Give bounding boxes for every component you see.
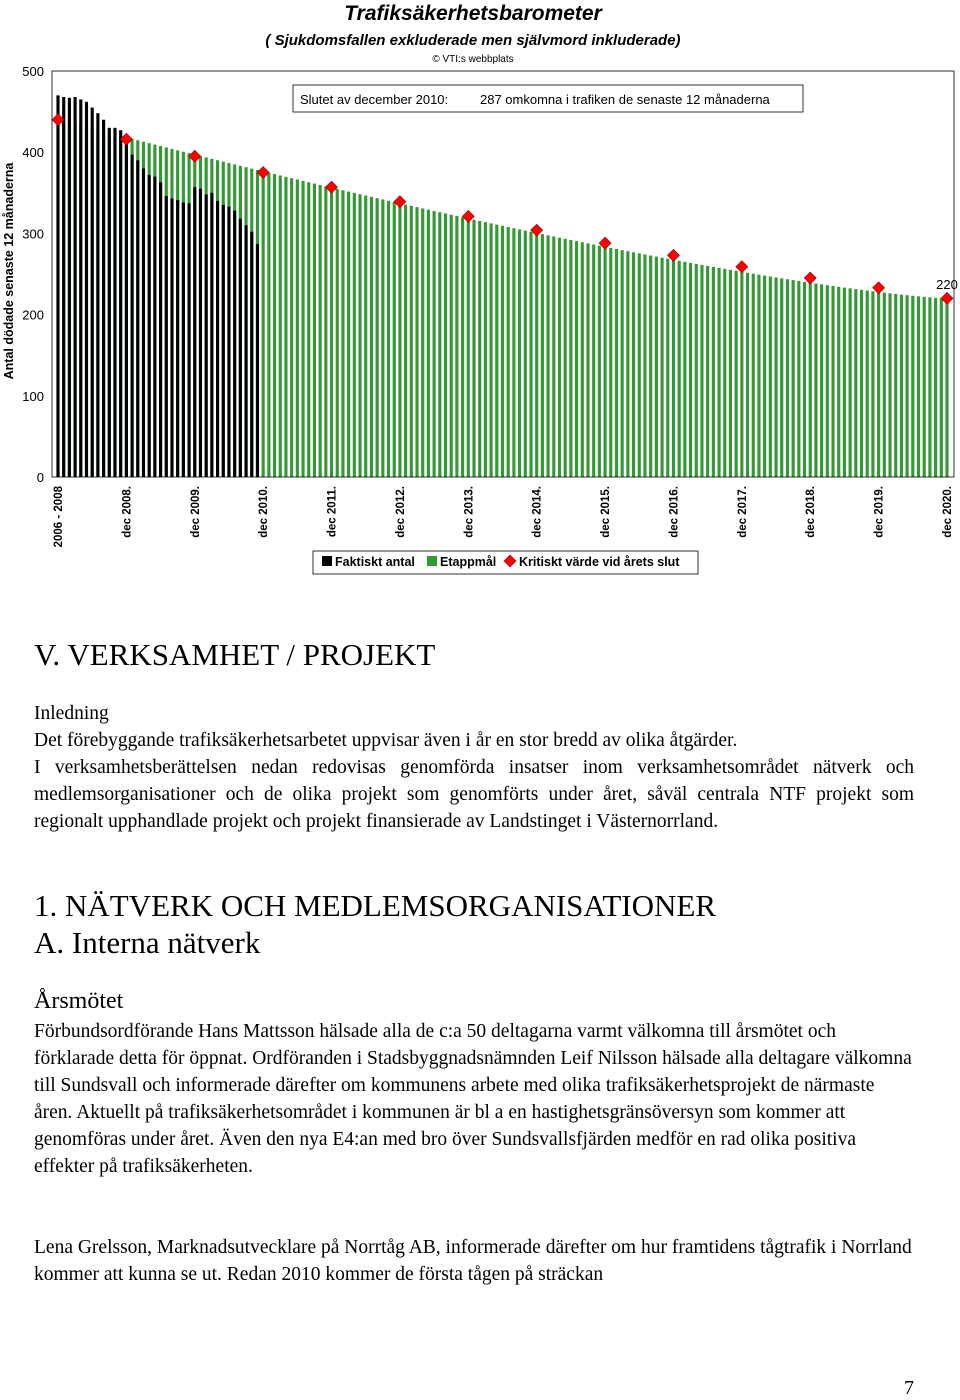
faktiskt-antal-bar: [108, 128, 111, 477]
x-tick-label: dec 2019.: [873, 486, 886, 538]
legend-swatch-etappmal: [427, 556, 437, 566]
etappmal-bar: [478, 221, 481, 477]
x-tick-label: dec 2017.: [736, 486, 749, 538]
faktiskt-antal-bar: [165, 196, 168, 477]
faktiskt-antal-bar: [91, 108, 94, 477]
faktiskt-antal-bar: [233, 211, 236, 477]
etappmal-bar: [398, 203, 401, 477]
etappmal-bar: [894, 294, 897, 477]
faktiskt-antal-bar: [136, 160, 139, 477]
x-tick-label: dec 2011.: [326, 486, 339, 538]
etappmal-bar: [330, 188, 333, 477]
legend-label-kritiskt: Kritiskt värde vid årets slut: [519, 555, 680, 569]
etappmal-bar: [769, 276, 772, 477]
faktiskt-antal-bar: [131, 155, 134, 477]
etappmal-bar: [393, 202, 396, 477]
etappmal-bar: [757, 275, 760, 477]
x-tick-label: 2006 - 2008: [53, 486, 65, 548]
etappmal-bar: [518, 229, 521, 477]
faktiskt-antal-bar: [68, 98, 71, 477]
etappmal-bar: [341, 190, 344, 477]
etappmal-bar: [786, 279, 789, 477]
etappmal-bar: [604, 247, 607, 477]
faktiskt-antal-bar: [74, 97, 77, 477]
etappmal-bar: [780, 278, 783, 477]
x-tick-label: dec 2012.: [394, 486, 407, 538]
faktiskt-antal-bar: [193, 187, 196, 477]
etappmal-bar: [729, 270, 732, 477]
etappmal-bar: [427, 210, 430, 477]
end-value-label: 220: [936, 277, 958, 292]
faktiskt-antal-bar: [142, 168, 145, 477]
legend-swatch-faktiskt: [322, 556, 332, 566]
y-tick-label: 200: [22, 307, 44, 323]
x-tick-label: dec 2008.: [121, 486, 134, 538]
etappmal-bar: [826, 285, 829, 477]
etappmal-bar: [541, 234, 544, 477]
faktiskt-antal-bar: [119, 130, 122, 477]
etappmal-bar: [940, 298, 943, 477]
etappmal-bar: [370, 197, 373, 477]
y-tick-label: 500: [22, 64, 44, 79]
etappmal-bar: [695, 264, 698, 477]
faktiskt-antal-bar: [96, 113, 99, 477]
etappmal-bar: [843, 288, 846, 477]
etappmal-bar: [809, 283, 812, 477]
etappmal-bar: [689, 263, 692, 477]
etappmal-bar: [336, 189, 339, 477]
etappmal-bar: [358, 194, 361, 477]
info-box: [293, 85, 803, 112]
faktiskt-antal-bar: [153, 177, 156, 477]
etappmal-bar: [906, 295, 909, 477]
etappmal-bar: [381, 199, 384, 477]
etappmal-bar: [615, 249, 618, 477]
faktiskt-antal-bar: [239, 219, 242, 477]
x-axis-ticks: [53, 485, 954, 547]
etappmal-bar: [752, 274, 755, 477]
etappmal-bar: [717, 268, 720, 477]
etappmal-bar: [592, 245, 595, 477]
etappmal-bar: [643, 254, 646, 477]
etappmal-bar: [923, 297, 926, 477]
faktiskt-antal-bar: [79, 99, 82, 477]
y-tick-label: 400: [22, 145, 44, 161]
etappmal-bar: [638, 253, 641, 477]
etappmal-bar: [410, 206, 413, 477]
etappmal-bar: [512, 228, 515, 477]
etappmal-bar: [837, 287, 840, 477]
traffic-safety-chart: [0, 0, 960, 600]
etappmal-bar: [507, 227, 510, 477]
etappmal-bar: [814, 284, 817, 477]
etappmal-bar: [586, 243, 589, 477]
faktiskt-antal-bar: [227, 207, 230, 477]
etappmal-bar: [279, 175, 282, 477]
etappmal-bar: [666, 259, 669, 477]
etappmal-bar: [672, 260, 675, 477]
faktiskt-antal-bar: [216, 201, 219, 477]
etappmal-bar: [911, 296, 914, 477]
intro-paragraph: I verksamhetsberättelsen nedan redovisas genomförda insatser inom verksamhetsområdet nätverk och medlemsorganisationer och de olika projekt som genomförts under året, såväl centrala NTF projekt som regionalt upphandlade projekt och projekt finansierade av Landstinget i Västernorrland.: [34, 757, 914, 832]
faktiskt-antal-bar: [56, 95, 59, 477]
etappmal-bar: [569, 240, 572, 477]
etappmal-bar: [461, 217, 464, 477]
etappmal-bar: [883, 293, 886, 477]
etappmal-bar: [860, 290, 863, 477]
etappmal-bar: [364, 196, 367, 477]
etappmal-bar: [700, 265, 703, 477]
y-tick-label: 300: [22, 226, 44, 242]
faktiskt-antal-bar: [113, 128, 116, 477]
x-tick-label: dec 2018.: [805, 486, 818, 538]
faktiskt-antal-bar: [159, 182, 162, 477]
etappmal-bar: [307, 182, 310, 477]
etappmal-bar: [438, 212, 441, 477]
etappmal-bar: [444, 213, 447, 477]
etappmal-bar: [267, 173, 270, 477]
etappmal-bar: [763, 276, 766, 477]
etappmal-bar: [529, 232, 532, 477]
etappmal-bar: [928, 297, 931, 477]
etappmal-bar: [433, 211, 436, 477]
intro-label: Inledning: [34, 703, 109, 724]
faktiskt-antal-bar: [250, 232, 253, 477]
faktiskt-antal-bar: [199, 189, 202, 477]
etappmal-bar: [262, 171, 265, 477]
etappmal-bar: [626, 251, 629, 477]
faktiskt-antal-bar: [125, 136, 128, 477]
section-heading-verksamhet: V. VERKSAMHET / PROJEKT: [34, 637, 436, 672]
etappmal-bar: [472, 220, 475, 477]
etappmal-bar: [284, 177, 287, 477]
faktiskt-antal-bar: [176, 200, 179, 477]
etappmal-bar: [296, 180, 299, 477]
etappmal-bar: [495, 225, 498, 477]
x-tick-label: dec 2009.: [189, 486, 202, 538]
etappmal-bar: [854, 289, 857, 477]
etappmal-bar: [678, 261, 681, 477]
faktiskt-antal-bar: [244, 225, 247, 477]
legend: [313, 551, 698, 574]
etappmal-bar: [877, 292, 880, 477]
faktiskt-antal-bar: [170, 198, 173, 477]
y-axis-label: Antal dödade senaste 12 månaderna: [2, 162, 16, 380]
etappmal-bar: [558, 238, 561, 477]
etappmal-bar: [376, 198, 379, 477]
faktiskt-antal-bar: [222, 205, 225, 477]
legend-label-faktiskt: Faktiskt antal: [335, 555, 415, 569]
etappmal-bar: [740, 272, 743, 477]
subsection-heading-interna: A. Interna nätverk: [34, 925, 261, 960]
arsmote-paragraph: Förbundsordförande Hans Mattsson hälsade alla de c:a 50 deltagarna varmt välkomna till årsmötet och förklarade detta för öppnat. Ordföranden i Stadsbyggnadsnämnden Leif Nilsson hälsade alla deltagare välkomna till Sundsvall och informerade därefter om kommunens arbete med olika trafiksäkerhetsprojekt de närmaste åren. Aktuellt på trafiksäkerhetsområdet i kommunen är bl a en hastighetsgränsöversyn som kommer att genomföras under året. Även den nya E4:an med bro över Sundsvallsfjärden medför en rad olika positiva effekter på trafiksäkerheten.: [34, 1021, 912, 1177]
x-tick-label: dec 2016.: [668, 486, 681, 538]
x-tick-label: dec 2015.: [600, 486, 613, 538]
etappmal-bar: [712, 267, 715, 477]
etappmal-bar: [324, 186, 327, 477]
info-box-text: 287 omkomna i trafiken de senaste 12 månaderna: [480, 92, 770, 107]
etappmal-bar: [301, 181, 304, 477]
etappmal-bar: [632, 252, 635, 477]
intro-line: Det förebyggande trafiksäkerhetsarbetet uppvisar även i år en stor bredd av olika åtgärder.: [34, 730, 738, 751]
etappmal-bar: [455, 216, 458, 477]
etappmal-bar: [655, 257, 658, 477]
etappmal-bar: [934, 298, 937, 477]
arsmote-heading: Årsmötet: [34, 988, 124, 1014]
etappmal-bar: [649, 256, 652, 477]
etappmal-bar: [831, 286, 834, 477]
y-axis-ticks: [22, 64, 44, 485]
faktiskt-antal-bar: [62, 97, 65, 477]
chart-source: © VTI:s webbplats: [432, 54, 514, 65]
etappmal-bar: [575, 241, 578, 477]
faktiskt-antal-bar: [102, 120, 105, 477]
etappmal-bar: [490, 223, 493, 477]
etappmal-bar: [581, 242, 584, 477]
etappmal-bar: [273, 174, 276, 477]
etappmal-bar: [820, 284, 823, 477]
etappmal-bar: [524, 231, 527, 477]
etappmal-bar: [746, 273, 749, 477]
faktiskt-antal-bar: [85, 102, 88, 477]
etappmal-bar: [945, 298, 948, 477]
etappmal-bar: [849, 288, 852, 477]
chart-title: Trafiksäkerhetsbarometer: [344, 2, 602, 25]
etappmal-bar: [290, 178, 293, 477]
etappmal-bar: [450, 215, 453, 477]
etappmal-bar: [313, 184, 316, 477]
info-box-label: Slutet av december 2010:: [300, 92, 449, 107]
x-tick-label: dec 2013.: [463, 486, 476, 538]
faktiskt-antal-bar: [210, 193, 213, 477]
faktiskt-antal-bars: [56, 95, 259, 477]
etappmal-bar: [353, 193, 356, 477]
etappmal-bar: [660, 258, 663, 477]
etappmal-bar: [387, 201, 390, 477]
etappmal-bar: [484, 222, 487, 477]
etappmal-bar: [501, 226, 504, 477]
y-tick-label: 100: [22, 388, 44, 404]
page-number: 7: [904, 1377, 914, 1399]
etappmal-bar: [319, 185, 322, 477]
etappmal-bar: [552, 236, 555, 477]
etappmal-bar: [792, 280, 795, 477]
etappmal-bar: [917, 296, 920, 477]
etappmal-bar: [797, 281, 800, 477]
etappmal-bar: [871, 291, 874, 477]
last-paragraph: Lena Grelsson, Marknadsutvecklare på Norrtåg AB, informerade därefter om hur framtidens tågtrafik i Norrland kommer att kunna se ut. Redan 2010 kommer de första tågen på sträckan: [34, 1237, 912, 1285]
x-tick-label: dec 2010.: [258, 486, 271, 538]
x-tick-label: dec 2014.: [531, 486, 544, 538]
etappmal-bar: [621, 250, 624, 477]
etappmal-bar: [564, 239, 567, 477]
etappmal-bar: [774, 277, 777, 477]
legend-label-etappmal: Etappmål: [440, 555, 497, 569]
etappmal-bar: [421, 208, 424, 477]
section-heading-natverk: 1. NÄTVERK OCH MEDLEMSORGANISATIONER: [34, 888, 716, 923]
etappmal-bar: [598, 246, 601, 477]
etappmal-bar: [547, 235, 550, 477]
etappmal-bar: [900, 295, 903, 477]
etappmal-bar: [706, 266, 709, 477]
y-tick-label: 0: [36, 470, 44, 485]
etappmal-bar: [347, 192, 350, 477]
etappmal-bar: [535, 233, 538, 477]
x-tick-label: dec 2020.: [942, 486, 954, 538]
etappmal-bar: [415, 207, 418, 477]
chart-subtitle: ( Sjukdomsfallen exkluderade men självmord inkluderade): [265, 32, 681, 49]
faktiskt-antal-bar: [188, 203, 191, 477]
etappmal-bar: [404, 205, 407, 477]
etappmal-bar: [866, 291, 869, 477]
etappmal-bar: [467, 218, 470, 477]
etappmal-bar: [609, 248, 612, 477]
etappmal-bar: [803, 282, 806, 477]
faktiskt-antal-bar: [148, 175, 151, 477]
etappmal-bar: [888, 293, 891, 477]
faktiskt-antal-bar: [256, 244, 259, 477]
etappmal-bar: [683, 262, 686, 477]
faktiskt-antal-bar: [205, 194, 208, 477]
etappmal-bar: [723, 269, 726, 477]
faktiskt-antal-bar: [182, 203, 185, 477]
etappmal-bar: [735, 271, 738, 477]
